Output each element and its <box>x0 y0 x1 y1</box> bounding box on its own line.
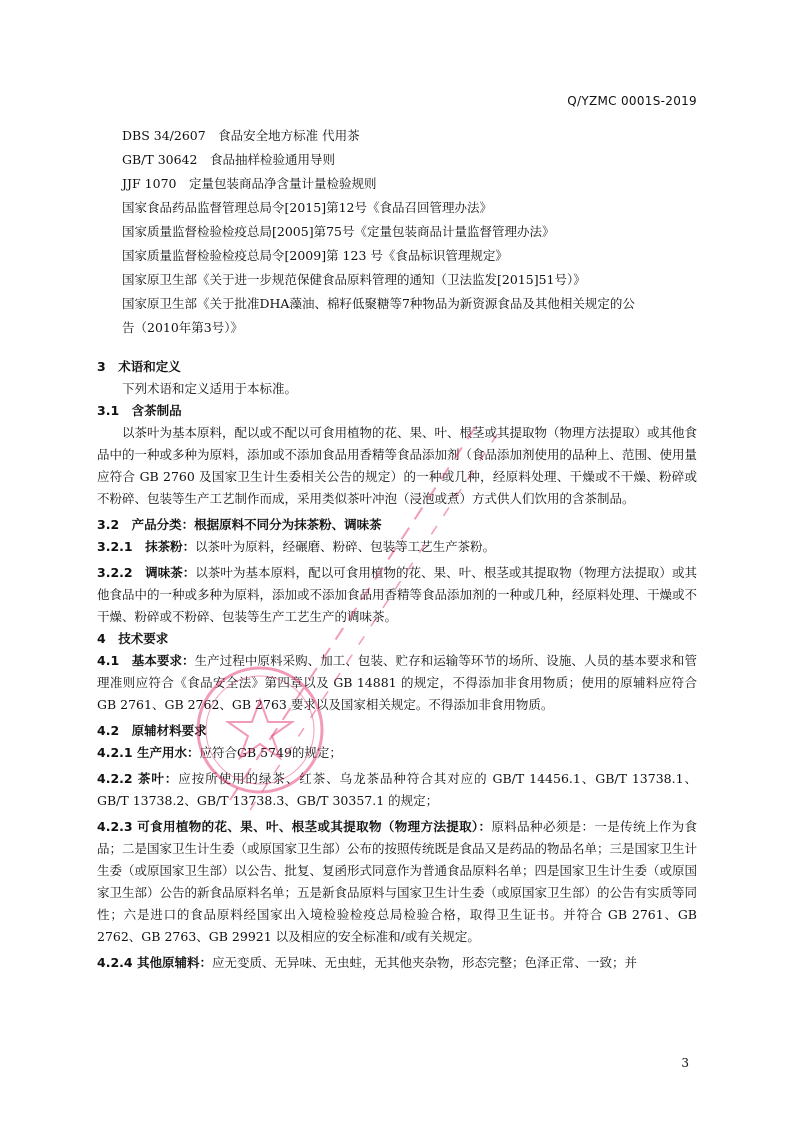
reference-item: 国家质量监督检验检疫总局[2005]第75号《定量包装商品计量监督管理办法》 <box>122 224 555 239</box>
section-4-2-3-label: 4.2.3 可食用植物的花、果、叶、根茎或其提取物（物理方法提取）： <box>97 819 492 834</box>
section-3-2-1-label: 3.2.1 抹茶粉： <box>97 539 196 554</box>
reference-item: 国家质量监督检验检疫总局令[2009]第 123 号《食品标识管理规定》 <box>122 248 508 263</box>
reference-item: GB/T 30642 食品抽样检验通用导则 <box>122 152 335 167</box>
section-4-1-label: 4.1 基本要求： <box>97 653 195 668</box>
section-3-2-2-body: 以茶叶为基本原料，配以可食用植物的花、果、叶、根茎或其提取物（物理方法提取）或其他食品中的一种或多种为原料，添加或不添加食品用香精等食品添加剂的一种或几种，经原料处理、干燥或不干燥、粉碎或不粉碎、包装等生产工艺生产的调味茶。 <box>97 565 698 624</box>
main-content <box>97 356 697 974</box>
section-4-2-4-label: 4.2.4 其他原辅料： <box>97 955 212 970</box>
section-3-2-heading: 3.2 产品分类：根据原料不同分为抹茶粉、调味茶 <box>97 517 382 532</box>
reference-item: JJF 1070 定量包装商品净含量计量检验规则 <box>122 176 377 191</box>
section-4-2-2-body: 应按所使用的绿茶、红茶、乌龙茶品种符合其对应的 GB/T 14456.1、GB/T 13738.1、GB/T 13738.2、GB/T 13738.3、GB/T 30357.1 的规定； <box>97 771 697 808</box>
section-3-2-2 <box>97 562 697 628</box>
document-code: Q/YZMC 0001S-2019 <box>567 94 697 108</box>
section-4-1-body: 生产过程中原料采购、加工、包装、贮存和运输等环节的场所、设施、人员的基本要求和管理准则应符合《食品安全法》第四章以及 GB 14881 的规定，不得添加非食用物质；使用的原辅料应符合 GB 2761、GB 2762、GB 2763 要求以及国家相关规定。不得添加非食用物质。 <box>97 653 697 712</box>
section-3-heading: 3 术语和定义 <box>97 359 181 374</box>
section-3-2-1-body: 以茶叶为原料，经碾磨、粉碎、包装等工艺生产茶粉。 <box>195 539 496 554</box>
section-4-2-2-label: 4.2.2 茶叶： <box>97 771 179 786</box>
reference-item: DBS 34/2607 食品安全地方标准 代用茶 <box>122 128 360 143</box>
reference-item: 国家食品药品监督管理总局令[2015]第12号《食品召回管理办法》 <box>122 200 492 215</box>
section-4-2-3-body: 原料品种必须是：一是传统上作为食品；二是国家卫生计生委（或原国家卫生部）公布的按照传统既是食品又是药品的物品名单；三是国家卫生计生委（或原国家卫生部）以公告、批复、复函形式同意作为普通食品原料名单；四是国家卫生计生委（或原国家卫生部）公告的新食品原料名单；五是新食品原料与国家卫生计生委（或原国家卫生部）的公告有实质等同性；六是进口的食品原料经国家出入境检验检疫总局检验合格，取得卫生证书。并符合 GB 2761、GB 2762、GB 2763、GB 29921 以及相应的安全标准和/或有关规定。 <box>97 819 698 944</box>
section-4-2-3 <box>97 816 697 948</box>
section-4-2-4 <box>97 952 697 974</box>
section-3-intro: 下列术语和定义适用于本标准。 <box>122 381 298 396</box>
section-3-1-heading: 3.1 含茶制品 <box>97 403 182 418</box>
section-3-2-2-label: 3.2.2 调味茶： <box>97 565 196 580</box>
section-4-1 <box>97 650 697 716</box>
section-3-2-1 <box>97 536 697 558</box>
section-4-2-2 <box>97 768 697 812</box>
section-4-2-1-body: 应符合GB 5749的规定； <box>199 745 342 760</box>
section-4-2-1-label: 4.2.1 生产用水： <box>97 745 200 760</box>
normative-references <box>122 124 702 340</box>
section-4-2-4-body: 应无变质、无异味、无虫蛀，无其他夹杂物，形态完整；色泽正常、一致；并 <box>211 955 637 970</box>
section-3-1-body: 以茶叶为基本原料，配以或不配以可食用植物的花、果、叶、根茎或其提取物（物理方法提取）或其他食品中的一种或多种为原料，添加或不添加食品用香精等食品添加剂（食品添加剂使用的品种上、范围、使用量应符合 GB 2760 及国家卫生计生委相关公告的规定）的一种或几种，经原料处理、干燥或不干燥、粉碎或不粉碎、包装等生产工艺制作而成，采用类似茶叶冲泡（浸泡或煮）方式供人们饮用的含茶制品。 <box>97 425 698 506</box>
section-4-2-1 <box>97 742 697 764</box>
section-4-heading: 4 技术要求 <box>97 631 169 646</box>
reference-line: 国家原卫生部《关于批准DHA藻油、棉籽低聚糖等7种物品为新资源食品及其他相关规定的公 <box>122 296 635 311</box>
page-number: 3 <box>681 1056 689 1070</box>
reference-line: 告（2010年第3号）》 <box>122 320 244 335</box>
reference-item: 国家原卫生部《关于进一步规范保健食品原料管理的通知（卫法监发[2015]51号）》 <box>122 272 586 287</box>
section-4-2-heading: 4.2 原辅材料要求 <box>97 723 207 738</box>
reference-item-multiline <box>122 292 702 340</box>
